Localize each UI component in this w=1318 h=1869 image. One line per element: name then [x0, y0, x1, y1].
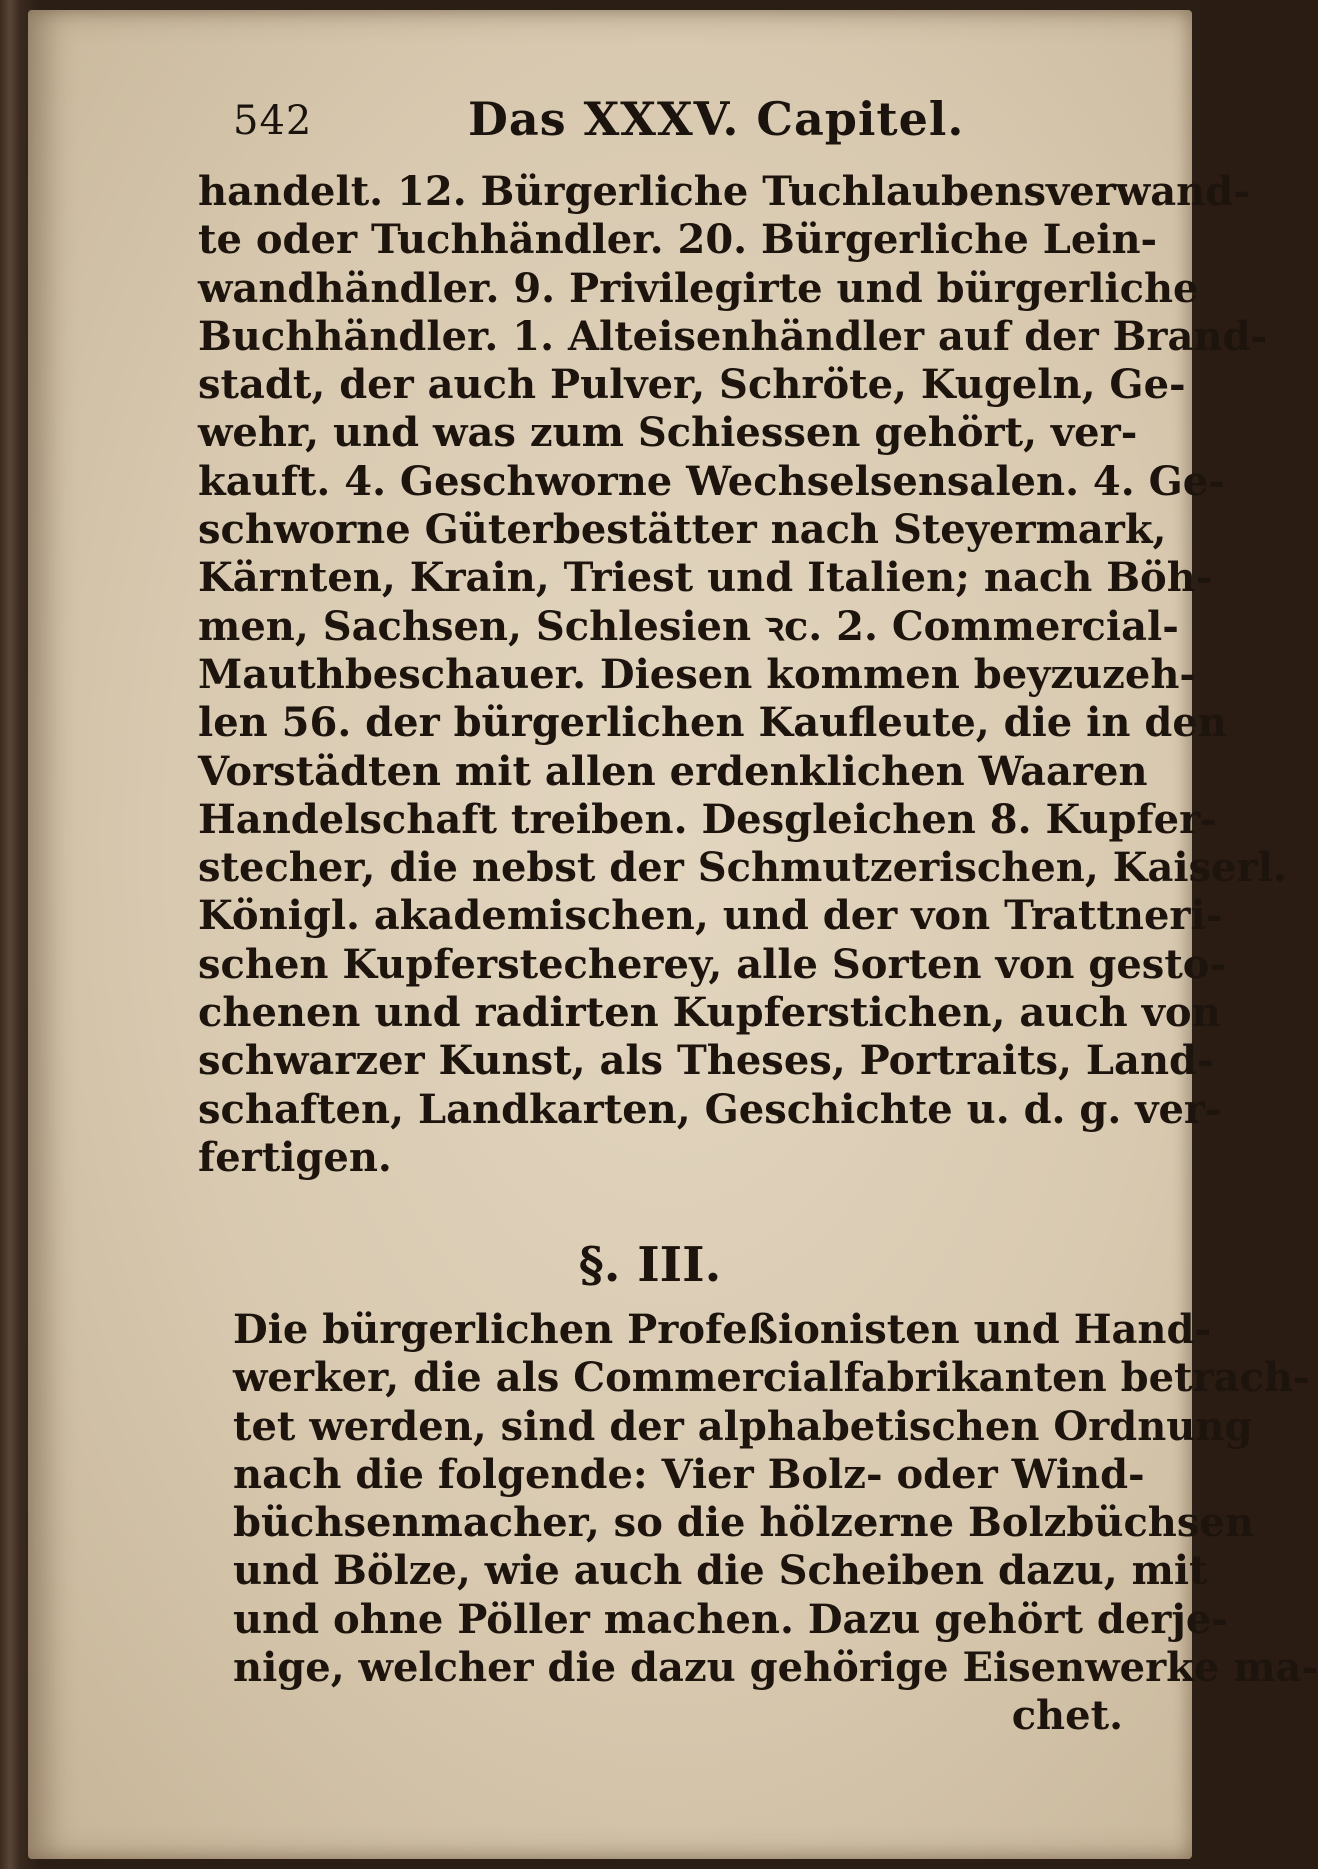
text-line: chenen und radirten Kupferstichen, auch von — [198, 989, 1221, 1037]
text-line: chet. — [1011, 1692, 1123, 1740]
paragraph-2 — [233, 1306, 1318, 1741]
text-line: nige, welcher die dazu gehörige Eisenwerke ma- — [233, 1644, 1318, 1692]
text-line: schworne Güterbestätter nach Steyermark, — [198, 506, 1167, 554]
text-line: Vorstädten mit allen erdenklichen Waaren — [198, 747, 1148, 795]
text-line: kauft. 4. Geschworne Wechselsensalen. 4. Ge- — [198, 457, 1225, 505]
text-line: len 56. der bürgerlichen Kaufleute, die in den — [198, 699, 1227, 747]
text-line: fertigen. — [198, 1133, 392, 1181]
text-line: te oder Tuchhändler. 20. Bürgerliche Lein- — [198, 216, 1158, 264]
text-line: Kärnten, Krain, Triest und Italien; nach Böh- — [198, 554, 1213, 602]
text-line: und ohne Pöller machen. Dazu gehört derje- — [233, 1595, 1228, 1643]
running-head: Das XXXV. Capitel. — [468, 92, 965, 146]
book-page — [28, 10, 1318, 1859]
text-line: men, Sachsen, Schlesien ꝛc. 2. Commercial- — [198, 602, 1179, 650]
text-line: nach die folgende: Vier Bolz- oder Wind- — [233, 1450, 1145, 1498]
text-line: handelt. 12. Bürgerliche Tuchlaubensverwand- — [198, 168, 1250, 215]
text-line: büchsenmacher, so die hölzerne Bolzbüchsen — [233, 1499, 1254, 1547]
text-line: tet werden, sind der alphabetischen Ordnung — [233, 1402, 1253, 1450]
text-line: stadt, der auch Pulver, Schröte, Kugeln, Ge- — [198, 361, 1186, 409]
page-number: 542 — [233, 98, 313, 144]
text-line: werker, die als Commercialfabrikanten betrach- — [233, 1354, 1310, 1402]
text-line: Handelschaft treiben. Desgleichen 8. Kupfer- — [198, 795, 1217, 843]
page-header — [28, 88, 1192, 158]
text-line: schen Kupferstecherey, alle Sorten von gesto- — [198, 940, 1227, 988]
text-line: und Bölze, wie auch die Scheiben dazu, mit — [233, 1547, 1208, 1595]
section-heading: §. III. — [578, 1237, 722, 1293]
text-line: wehr, und was zum Schiessen gehört, ver- — [198, 409, 1138, 457]
text-line: Königl. akademischen, und der von Trattneri- — [198, 892, 1223, 940]
text-line: Die bürgerlichen Profeßionisten und Hand- — [233, 1306, 1212, 1353]
text-line: schaften, Landkarten, Geschichte u. d. g. ver- — [198, 1085, 1222, 1133]
text-line: Buchhändler. 1. Alteisenhändler auf der Brand- — [198, 312, 1268, 360]
text-line: schwarzer Kunst, als Theses, Portraits, Land- — [198, 1037, 1214, 1085]
text-line: Mauthbeschauer. Diesen kommen beyzuzeh- — [198, 650, 1197, 698]
text-line: wandhändler. 9. Privilegirte und bürgerliche — [198, 264, 1199, 312]
text-line: stecher, die nebst der Schmutzerischen, Kaiserl. — [198, 844, 1287, 892]
paragraph-1 — [198, 168, 1287, 1182]
